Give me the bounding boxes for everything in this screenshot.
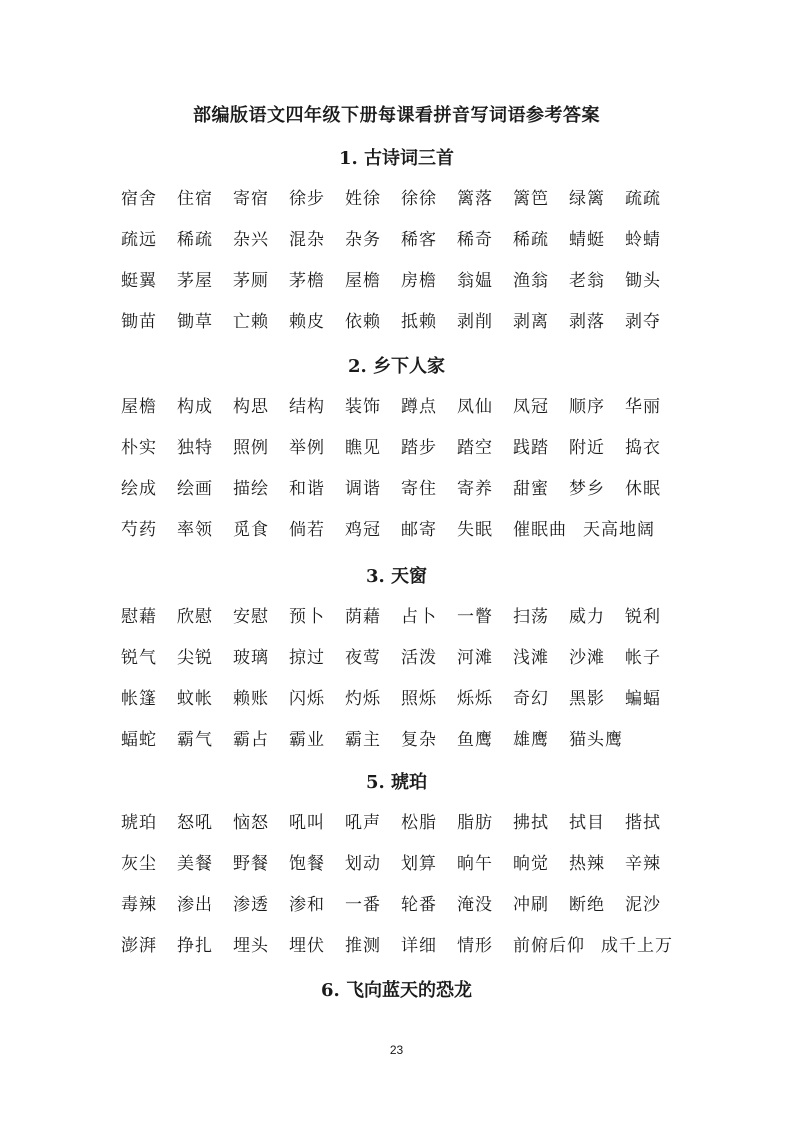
word: 埋头 <box>233 936 269 956</box>
word: 天高地阔 <box>583 520 655 540</box>
word: 怒吼 <box>177 813 213 833</box>
section <box>0 970 793 1011</box>
word: 蹲点 <box>401 397 437 417</box>
word: 挣扎 <box>177 936 213 956</box>
word-row <box>0 302 793 343</box>
word: 华丽 <box>625 397 661 417</box>
word: 茅屋 <box>177 271 213 291</box>
word: 踏空 <box>457 438 493 458</box>
word: 茅厕 <box>233 271 269 291</box>
word: 翁媪 <box>457 271 493 291</box>
word-row <box>0 220 793 261</box>
word: 凤仙 <box>457 397 493 417</box>
word: 吼声 <box>345 813 381 833</box>
word: 照烁 <box>401 689 437 709</box>
word-row <box>0 720 793 761</box>
word: 甜蜜 <box>513 479 549 499</box>
word: 住宿 <box>177 189 213 209</box>
word: 装饰 <box>345 397 381 417</box>
word: 依赖 <box>345 312 381 332</box>
word: 房檐 <box>401 271 437 291</box>
word: 剥离 <box>513 312 549 332</box>
word: 霸业 <box>289 730 325 750</box>
word-row <box>0 885 793 926</box>
word: 情形 <box>457 936 493 956</box>
word: 揩拭 <box>625 813 661 833</box>
word: 锄头 <box>625 271 661 291</box>
word: 剥削 <box>457 312 493 332</box>
word: 独特 <box>177 438 213 458</box>
word: 扫荡 <box>513 607 549 627</box>
word: 成千上万 <box>601 936 673 956</box>
word: 美餐 <box>177 854 213 874</box>
word: 断绝 <box>569 895 605 915</box>
word: 结构 <box>289 397 325 417</box>
word: 徐徐 <box>401 189 437 209</box>
word: 捣衣 <box>625 438 661 458</box>
word: 锐利 <box>625 607 661 627</box>
word: 杂兴 <box>233 230 269 250</box>
word: 淹没 <box>457 895 493 915</box>
word: 凤冠 <box>513 397 549 417</box>
section <box>0 556 793 761</box>
word: 屋檐 <box>121 397 157 417</box>
word: 详细 <box>401 936 437 956</box>
word: 稀奇 <box>457 230 493 250</box>
word-row <box>0 469 793 510</box>
word: 威力 <box>569 607 605 627</box>
word: 稀客 <box>401 230 437 250</box>
word: 朴实 <box>121 438 157 458</box>
word: 蝙蝠 <box>625 689 661 709</box>
word: 赖皮 <box>289 312 325 332</box>
word-row <box>0 261 793 302</box>
word: 剥落 <box>569 312 605 332</box>
word: 率领 <box>177 520 213 540</box>
word: 锐气 <box>121 648 157 668</box>
word-row <box>0 428 793 469</box>
word: 绿篱 <box>569 189 605 209</box>
word: 玻璃 <box>233 648 269 668</box>
word-row <box>0 510 793 551</box>
word: 照例 <box>233 438 269 458</box>
word: 灼烁 <box>345 689 381 709</box>
word: 安慰 <box>233 607 269 627</box>
word: 晌觉 <box>513 854 549 874</box>
word: 锄草 <box>177 312 213 332</box>
word: 疏远 <box>121 230 157 250</box>
word: 剥夺 <box>625 312 661 332</box>
word: 划动 <box>345 854 381 874</box>
word: 沙滩 <box>569 648 605 668</box>
word: 琥珀 <box>121 813 157 833</box>
word: 瞧见 <box>345 438 381 458</box>
word: 催眠曲 <box>513 520 567 540</box>
word: 烁烁 <box>457 689 493 709</box>
page-title: 部编版语文四年级下册每课看拼音写词语参考答案 <box>193 105 600 126</box>
word: 踏步 <box>401 438 437 458</box>
word: 梦乡 <box>569 479 605 499</box>
word: 一瞥 <box>457 607 493 627</box>
word: 调谐 <box>345 479 381 499</box>
word: 渗透 <box>233 895 269 915</box>
word: 埋伏 <box>289 936 325 956</box>
word: 松脂 <box>401 813 437 833</box>
word: 浅滩 <box>513 648 549 668</box>
word: 混杂 <box>289 230 325 250</box>
section <box>0 346 793 551</box>
word: 鸡冠 <box>345 520 381 540</box>
word: 灰尘 <box>121 854 157 874</box>
word: 渗出 <box>177 895 213 915</box>
word: 蜓翼 <box>121 271 157 291</box>
word: 宿舍 <box>121 189 157 209</box>
word: 构成 <box>177 397 213 417</box>
word: 活泼 <box>401 648 437 668</box>
word: 寄宿 <box>233 189 269 209</box>
word: 渔翁 <box>513 271 549 291</box>
word: 蚊帐 <box>177 689 213 709</box>
word: 奇幻 <box>513 689 549 709</box>
word: 篱落 <box>457 189 493 209</box>
section-heading: 5. 琥珀 <box>365 772 428 793</box>
word: 饱餐 <box>289 854 325 874</box>
word: 霸占 <box>233 730 269 750</box>
word: 泥沙 <box>625 895 661 915</box>
word: 蝠蛇 <box>121 730 157 750</box>
word: 慰藉 <box>121 607 157 627</box>
word: 热辣 <box>569 854 605 874</box>
word: 尖锐 <box>177 648 213 668</box>
word: 推测 <box>345 936 381 956</box>
word: 预卜 <box>289 607 325 627</box>
section <box>0 138 793 343</box>
word: 荫藉 <box>345 607 381 627</box>
word: 夜莺 <box>345 648 381 668</box>
word: 疏疏 <box>625 189 661 209</box>
word: 寄养 <box>457 479 493 499</box>
word: 描绘 <box>233 479 269 499</box>
word: 姓徐 <box>345 189 381 209</box>
word: 毒辣 <box>121 895 157 915</box>
section <box>0 762 793 967</box>
word: 脂肪 <box>457 813 493 833</box>
word: 篱笆 <box>513 189 549 209</box>
word: 前俯后仰 <box>513 936 585 956</box>
word: 稀疏 <box>177 230 213 250</box>
word-row <box>0 679 793 720</box>
word: 河滩 <box>457 648 493 668</box>
word-row <box>0 597 793 638</box>
word-row <box>0 926 793 967</box>
word: 亡赖 <box>233 312 269 332</box>
word: 蛉蜻 <box>625 230 661 250</box>
word: 黑影 <box>569 689 605 709</box>
word: 猫头鹰 <box>569 730 623 750</box>
word: 掠过 <box>289 648 325 668</box>
word: 帐子 <box>625 648 661 668</box>
page-number: 23 <box>389 1043 404 1057</box>
word: 顺序 <box>569 397 605 417</box>
word: 失眠 <box>457 520 493 540</box>
word-row <box>0 387 793 428</box>
word: 觅食 <box>233 520 269 540</box>
word: 欣慰 <box>177 607 213 627</box>
word: 拂拭 <box>513 813 549 833</box>
section-heading: 1. 古诗词三首 <box>338 148 455 169</box>
word: 和谐 <box>289 479 325 499</box>
word: 轮番 <box>401 895 437 915</box>
word: 澎湃 <box>121 936 157 956</box>
word: 锄苗 <box>121 312 157 332</box>
word: 占卜 <box>401 607 437 627</box>
word: 老翁 <box>569 271 605 291</box>
word-row <box>0 638 793 679</box>
word: 划算 <box>401 854 437 874</box>
word: 鱼鹰 <box>457 730 493 750</box>
word: 渗和 <box>289 895 325 915</box>
word: 野餐 <box>233 854 269 874</box>
word-row <box>0 844 793 885</box>
word: 赖账 <box>233 689 269 709</box>
word: 吼叫 <box>289 813 325 833</box>
word-row <box>0 179 793 220</box>
word: 践踏 <box>513 438 549 458</box>
word: 抵赖 <box>401 312 437 332</box>
word: 倘若 <box>289 520 325 540</box>
word: 休眠 <box>625 479 661 499</box>
word: 霸气 <box>177 730 213 750</box>
word: 绘画 <box>177 479 213 499</box>
word: 稀疏 <box>513 230 549 250</box>
word: 拭目 <box>569 813 605 833</box>
word: 复杂 <box>401 730 437 750</box>
word: 闪烁 <box>289 689 325 709</box>
word: 恼怒 <box>233 813 269 833</box>
word: 杂务 <box>345 230 381 250</box>
word: 举例 <box>289 438 325 458</box>
word: 构思 <box>233 397 269 417</box>
section-heading: 6. 飞向蓝天的恐龙 <box>320 980 473 1001</box>
section-heading: 2. 乡下人家 <box>347 356 446 377</box>
word: 茅檐 <box>289 271 325 291</box>
word: 徐步 <box>289 189 325 209</box>
word: 芍药 <box>121 520 157 540</box>
word: 蜻蜓 <box>569 230 605 250</box>
word: 帐篷 <box>121 689 157 709</box>
word: 一番 <box>345 895 381 915</box>
word: 雄鹰 <box>513 730 549 750</box>
word-row <box>0 803 793 844</box>
word: 冲刷 <box>513 895 549 915</box>
word: 辛辣 <box>625 854 661 874</box>
word: 屋檐 <box>345 271 381 291</box>
word: 邮寄 <box>401 520 437 540</box>
word: 寄住 <box>401 479 437 499</box>
word: 晌午 <box>457 854 493 874</box>
section-heading: 3. 天窗 <box>365 566 428 587</box>
word: 附近 <box>569 438 605 458</box>
word: 霸主 <box>345 730 381 750</box>
word: 绘成 <box>121 479 157 499</box>
